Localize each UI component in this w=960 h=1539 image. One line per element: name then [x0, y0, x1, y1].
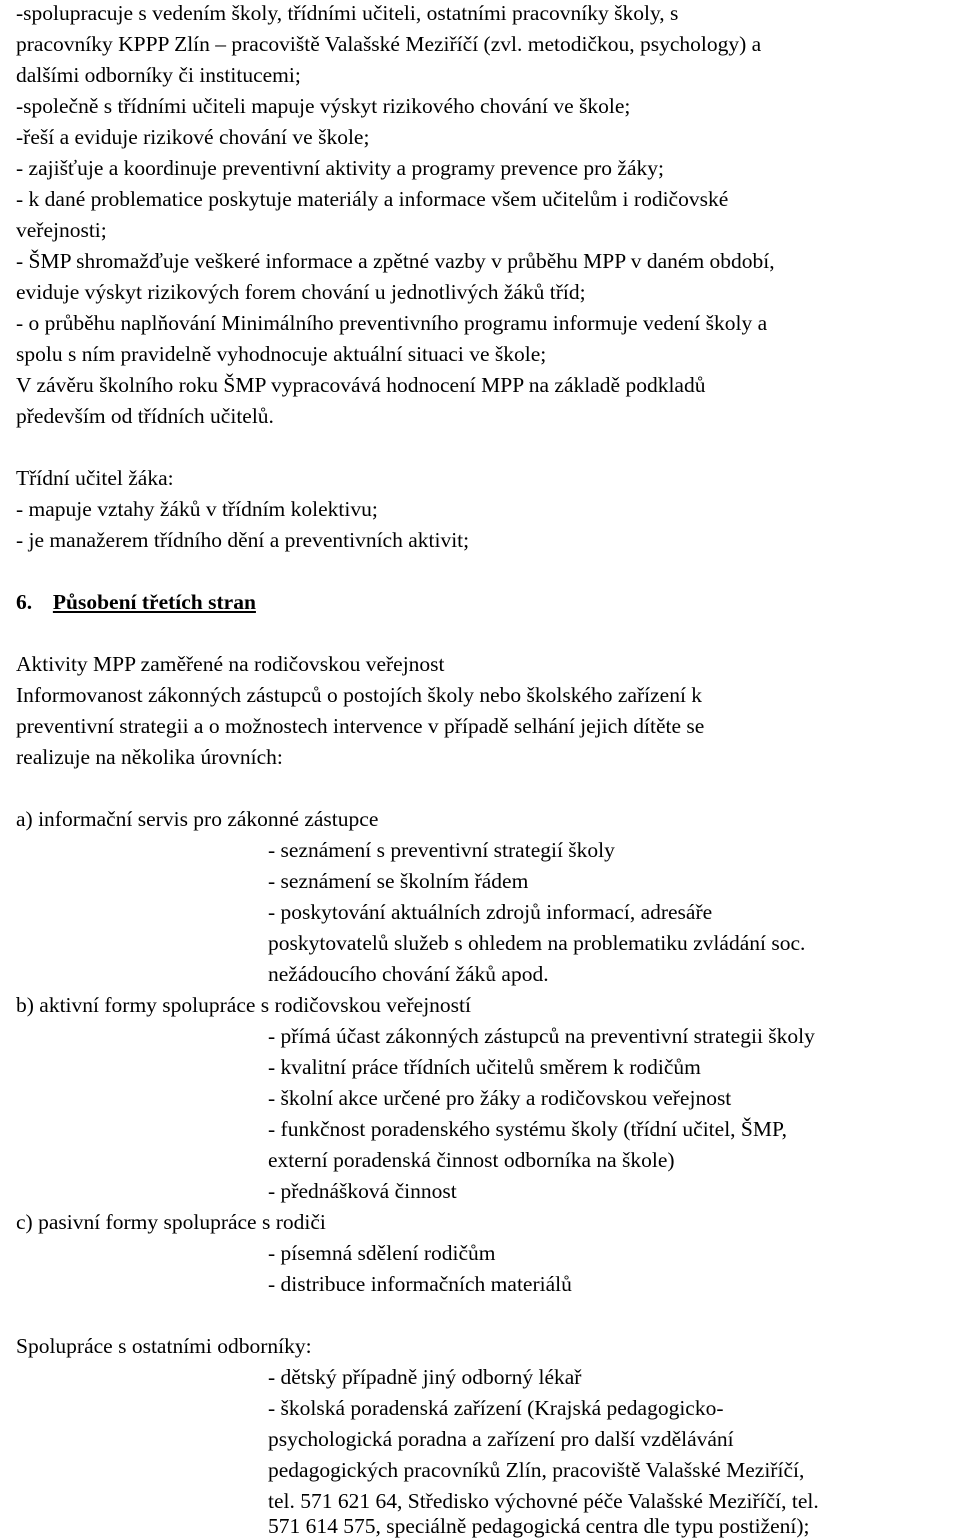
paragraph-line: Aktivity MPP zaměřené na rodičovskou veřejnost: [16, 652, 445, 676]
paragraph-line: -řeší a eviduje rizikové chování ve škole;: [16, 125, 370, 149]
section-title: Působení třetích stran: [52, 590, 256, 614]
list-subitem: tel. 571 621 64, Středisko výchovné péče Valašské Meziříčí, tel.: [268, 1489, 819, 1513]
list-subitem: externí poradenská činnost odborníka na škole): [268, 1148, 675, 1172]
list-subitem: - funkčnost poradenského systému školy (třídní učitel, ŠMP,: [268, 1117, 787, 1141]
paragraph-line: preventivní strategii a o možnostech intervence v případě selhání jejich dítěte se: [16, 714, 705, 738]
class-teacher-heading: Třídní učitel žáka:: [16, 466, 174, 490]
list-subitem: - seznámení se školním řádem: [268, 869, 529, 893]
list-subitem: - školská poradenská zařízení (Krajská pedagogicko-: [268, 1396, 724, 1420]
paragraph-line: - je manažerem třídního dění a preventivních aktivit;: [16, 528, 470, 552]
list-item: c) pasivní formy spolupráce s rodiči: [16, 1210, 326, 1234]
paragraph-line: - ŠMP shromažďuje veškeré informace a zpětné vazby v průběhu MPP v daném období,: [16, 249, 775, 273]
list-subitem: psychologická poradna a zařízení pro další vzdělávání: [268, 1427, 734, 1451]
list-subitem: - dětský případně jiný odborný lékař: [268, 1365, 582, 1389]
experts-heading: Spolupráce s ostatními odborníky:: [16, 1334, 312, 1358]
paragraph-line: veřejnosti;: [16, 218, 107, 242]
paragraph-line: eviduje výskyt rizikových forem chování u jednotlivých žáků tříd;: [16, 280, 586, 304]
list-subitem: poskytovatelů služeb s ohledem na problematiku zvládání soc.: [268, 931, 806, 955]
list-subitem: - školní akce určené pro žáky a rodičovskou veřejnost: [268, 1086, 732, 1110]
list-subitem: - přednášková činnost: [268, 1179, 457, 1203]
list-subitem: - písemná sdělení rodičům: [268, 1241, 496, 1265]
list-subitem: - kvalitní práce třídních učitelů směrem k rodičům: [268, 1055, 701, 1079]
paragraph-line: Informovanost zákonných zástupců o postojích školy nebo školského zařízení k: [16, 683, 703, 707]
paragraph-line: - k dané problematice poskytuje materiály a informace všem učitelům i rodičovské: [16, 187, 729, 211]
section-number: 6.: [16, 590, 33, 614]
list-subitem: 571 614 575, speciálně pedagogická centra dle typu postižení);: [268, 1514, 810, 1538]
paragraph-line: -spolupracuje s vedením školy, třídními učiteli, ostatními pracovníky školy, s: [16, 1, 679, 25]
paragraph-line: pracovníky KPPP Zlín – pracoviště Valašské Meziříčí (zvl. metodičkou, psychology) a: [16, 32, 762, 56]
paragraph-line: V závěru školního roku ŠMP vypracovává hodnocení MPP na základě podkladů: [16, 373, 706, 397]
list-subitem: nežádoucího chování žáků apod.: [268, 962, 549, 986]
list-subitem: - seznámení s preventivní strategií školy: [268, 838, 615, 862]
paragraph-line: především od třídních učitelů.: [16, 404, 274, 428]
paragraph-line: realizuje na několika úrovních:: [16, 745, 283, 769]
paragraph-line: dalšími odborníky či institucemi;: [16, 63, 301, 87]
list-item: b) aktivní formy spolupráce s rodičovskou veřejností: [16, 993, 471, 1017]
paragraph-line: spolu s ním pravidelně vyhodnocuje aktuální situaci ve škole;: [16, 342, 547, 366]
list-subitem: - distribuce informačních materiálů: [268, 1272, 572, 1296]
list-item: a) informační servis pro zákonné zástupce: [16, 807, 379, 831]
list-subitem: pedagogických pracovníků Zlín, pracoviště Valašské Meziříčí,: [268, 1458, 805, 1482]
paragraph-line: - o průběhu naplňování Minimálního preventivního programu informuje vedení školy a: [16, 311, 768, 335]
paragraph-line: -společně s třídními učiteli mapuje výskyt rizikového chování ve škole;: [16, 94, 631, 118]
paragraph-line: - zajišťuje a koordinuje preventivní aktivity a programy prevence pro žáky;: [16, 156, 664, 180]
section-heading: [16, 592, 256, 614]
list-subitem: - přímá účast zákonných zástupců na preventivní strategii školy: [268, 1024, 815, 1048]
paragraph-line: - mapuje vztahy žáků v třídním kolektivu;: [16, 497, 378, 521]
list-subitem: - poskytování aktuálních zdrojů informací, adresáře: [268, 900, 713, 924]
